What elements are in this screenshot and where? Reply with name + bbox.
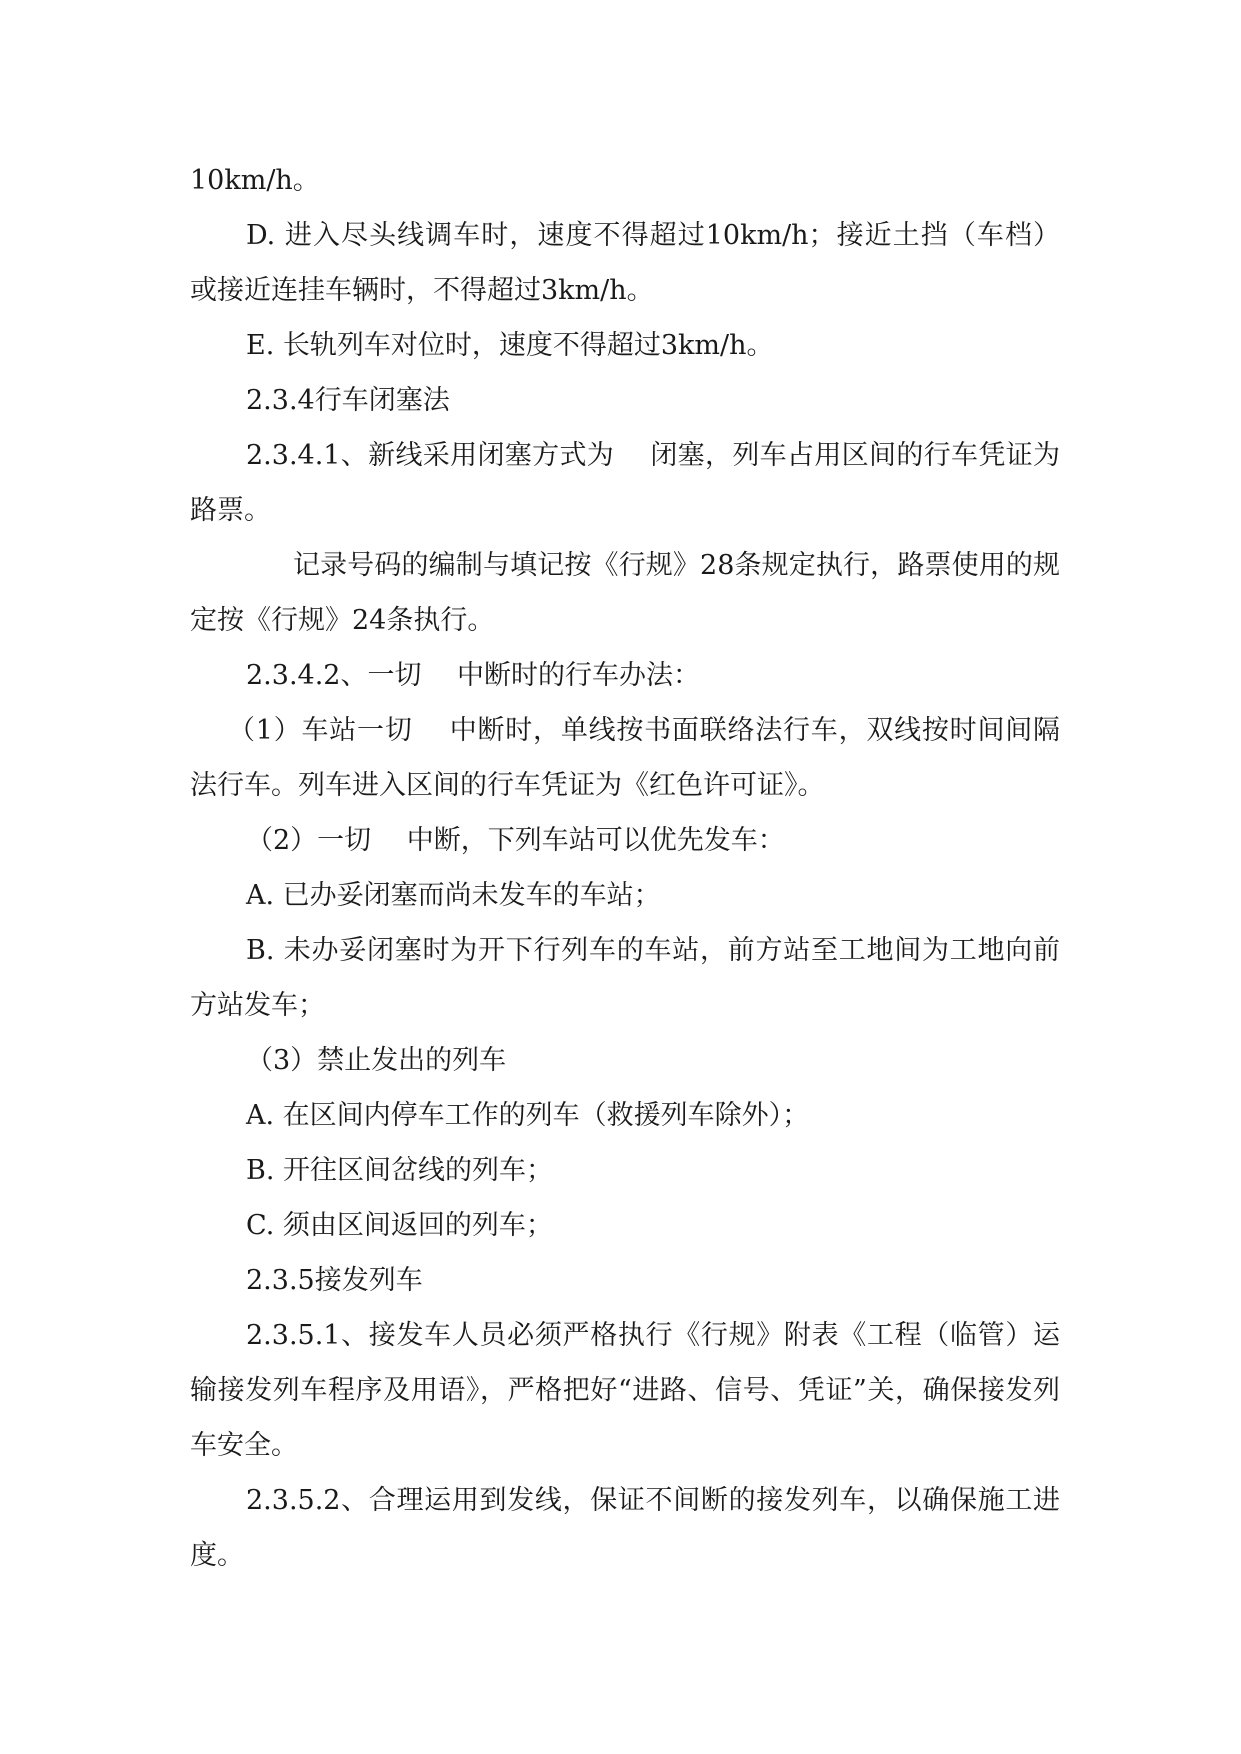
- paragraph-priority-b: B. 未办妥闭塞时为开下行列车的车站，前方站至工地间为工地向前方站发车；: [190, 935, 1060, 1021]
- paragraph-item-3-prohibited-trains: （3）禁止发出的列车: [246, 1045, 507, 1076]
- paragraph-record-number: 记录号码的编制与填记按《行规》28条规定执行，路票使用的规定按《行规》24条执行。: [190, 550, 1060, 636]
- paragraph-2-3-4-2: 2.3.4.2、一切 中断时的行车办法：: [246, 660, 701, 691]
- paragraph-2-3-5-2: 2.3.5.2、合理运用到发线，保证不间断的接发列车，以确保施工进度。: [190, 1485, 1060, 1571]
- section-heading-2-3-5: 2.3.5接发列车: [246, 1265, 423, 1296]
- paragraph-prohibited-c: C. 须由区间返回的列车；: [246, 1210, 553, 1241]
- paragraph-item-e-long-rail: E. 长轨列车对位时，速度不得超过3km/h。: [246, 330, 774, 361]
- paragraph-item-d-dead-end-line: D. 进入尽头线调车时，速度不得超过10km/h；接近土挡（车档）或接近连挂车辆时，不得超过3km/h。: [190, 220, 1060, 306]
- document-body: [190, 153, 1060, 1583]
- paragraph-priority-a: A. 已办妥闭塞而尚未发车的车站；: [246, 880, 661, 911]
- section-heading-2-3-4: 2.3.4行车闭塞法: [246, 385, 450, 416]
- paragraph-speed-continuation: 10km/h。: [190, 165, 320, 196]
- paragraph-item-1-station-interruption: （1）车站一切 中断时，单线按书面联络法行车，双线按时间间隔法行车。列车进入区间的行车凭证为《红色许可证》。: [190, 715, 1060, 801]
- paragraph-prohibited-b: B. 开往区间岔线的列车；: [246, 1155, 554, 1186]
- paragraph-prohibited-a: A. 在区间内停车工作的列车（救援列车除外）；: [246, 1100, 810, 1131]
- paragraph-item-2-priority-departure: （2）一切 中断，下列车站可以优先发车：: [246, 825, 785, 856]
- paragraph-2-3-4-1: 2.3.4.1、新线采用闭塞方式为 闭塞，列车占用区间的行车凭证为路票。: [190, 440, 1060, 526]
- paragraph-2-3-5-1: 2.3.5.1、接发车人员必须严格执行《行规》附表《工程（临管）运输接发列车程序及用语》，严格把好“进路、信号、凭证”关，确保接发列车安全。: [190, 1320, 1060, 1461]
